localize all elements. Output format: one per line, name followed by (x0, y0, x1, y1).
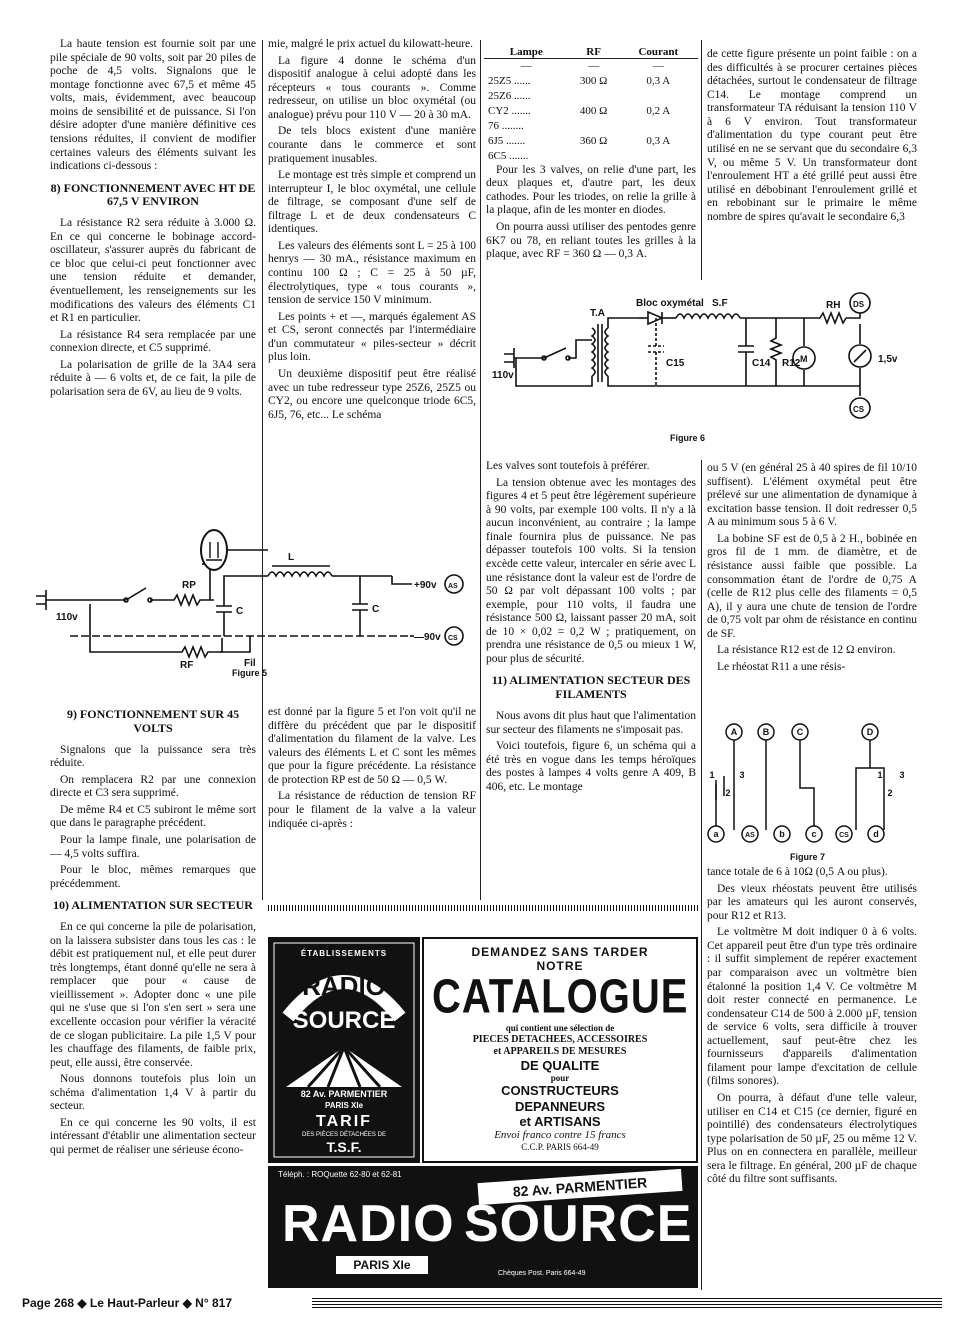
ad-radio: RADIO (302, 971, 386, 1001)
advertisement-catalogue[interactable] (422, 937, 698, 1163)
fig7-label-cs: CS (839, 832, 849, 839)
table-row (486, 74, 696, 89)
ad-line: et APPAREILS DE MESURES (493, 1045, 627, 1057)
fig7-num: 1 (709, 770, 715, 780)
label-sf: S.F (712, 298, 728, 309)
table-dash: — (520, 59, 532, 72)
figure-7-svg (704, 722, 920, 852)
fig7-label-c-upper: C (796, 727, 804, 737)
paragraph: La résistance R4 sera remplacée par une connexion directe, et C5 supprimé. (50, 328, 256, 355)
paragraph: mie, malgré le prix actuel du kilowatt-heure. (268, 38, 474, 50)
label-as: AS (448, 583, 458, 590)
ad-line: NOTRE (536, 959, 584, 974)
ad-line: Envoi franco contre 15 francs (494, 1129, 626, 1142)
ad-source: SOURCE (292, 1007, 396, 1034)
paragraph: La haute tension est fournie soit par une pile spéciale de 90 volts, soit par 20 piles de poche de 4,5 volts. Signalons que le montage fonctionne avec 67,5 et même 45 volts, mais, évidemment, avec beaucoup moins de sensibilité et de puissance. Si l'on désire adopter d'une manière définitive ces tensions réduites, il convient de modifier certaines valeurs des éléments suivant les indications ci-dessous : (50, 38, 256, 173)
paragraph: On pourra, à défaut d'une telle valeur, utiliser en C14 et C15 (ce dernier, figuré en pointillé) des condensateurs électrolytiques type polarisation de 50 µF, 25 ou même 12 V. Plus on en connectera en parallèle, meilleur sera le filtrage. En général, 200 µF de chaque côté du filtre sont suffisants. (707, 1092, 917, 1186)
label-minus-90v: —90v (414, 632, 441, 643)
ad-banner-tel: Téléph. : ROQuette 62-80 et 62-81 (278, 1170, 402, 1179)
table-cell: 6J5 ....... (488, 134, 526, 147)
column-rule (262, 40, 263, 900)
paragraph: Le voltmètre M doit indiquer 0 à 6 volts. Cet appareil peut être d'un type très ordinaire : il suffit simplement de repérer exactement par comparaison avec un voltmètre bien étalonné la position 1,4 V. Ce voltmètre M doit rester connecté en permanence. Le condensateur C14 de 500 à 2.000 µF, tension de service 6 volts, sera difficile à trouver actuellement, sauf peut-être chez les fournisseurs d'appareils d'alimentation filament pour lampe d'excitation de cellule (films sonores). (707, 926, 917, 1088)
ad-banner-fine: Chèques Post. Paris 664-49 (498, 1270, 586, 1277)
ad-line: DEPANNEURS (514, 1098, 606, 1114)
label-l: L (288, 552, 295, 563)
label-110v: 110v (56, 612, 78, 623)
table-cell: CY2 ....... (488, 104, 531, 117)
label-fil: Fil (244, 658, 256, 669)
paragraph: La bobine SF est de 0,5 à 2 H., bobinée en gros fil de 1 mm. de diamètre, et de résistance aussi faible que possible. La consommation étant de l'ordre de 0,75 A (celle de R12 plus celle des filaments = 0,5 A), il y aura une chute de tension de l'ordre de 0,75 volt par ohm de résistance en continu de SF. (707, 532, 917, 640)
paragraph: La résistance R12 est de 12 Ω environ. (717, 644, 896, 657)
paragraph: Pour les 3 valves, on relie d'une part, les deux plaques et, d'autre part, les deux cathodes. Pour les triodes, on relie la grille à la plaque, afin de les monter en diodes. (486, 163, 696, 217)
ad-line: et ARTISANS (519, 1114, 601, 1130)
paragraph: Le montage est très simple et comprend un interrupteur I, le bloc oxymétal, une cellule de filtrage, se composant d'une self de filtrage L et de deux condensateurs C identiques. (268, 169, 476, 236)
label-rh: RH (826, 300, 841, 311)
table-cell: 300 Ω (579, 74, 608, 87)
column-rule (701, 460, 702, 1290)
table-cell (621, 89, 696, 104)
figure-7-switch (704, 722, 920, 852)
ad-tsf: T.S.F. (326, 1139, 362, 1155)
label-ds: DS (853, 300, 865, 309)
table-cell (567, 149, 621, 164)
paragraph: On pourra aussi utiliser des pentodes genre 6K7 ou 78, en reliant toutes les grilles à la plaque, avec RF = 360 Ω — 0,3 A. (486, 221, 696, 261)
section-heading-8: 8) FONCTIONNEMENT AVEC HT DE 67,5 V ENVIRON (50, 180, 256, 209)
ad-line: qui contient une sélection de (505, 1023, 615, 1034)
ad-catalogue-title: CATALOGUE (432, 970, 689, 1024)
table-cell: 6C5 ....... (488, 149, 529, 162)
ad-line: CONSTRUCTEURS (501, 1083, 619, 1099)
table-dash: — (588, 59, 600, 72)
fig7-num: 1 (877, 770, 883, 780)
paragraph: Les valeurs des éléments sont L = 25 à 100 henrys — 30 mA., résistance maximum en continu 100 Ω ; C = 25 à 50 µF, électrolytiques, type « tous courants », tension de service 150 V minimum. (268, 239, 476, 307)
ad-line: pour (550, 1072, 570, 1083)
table-row (486, 119, 696, 134)
footer-rule (312, 1298, 942, 1308)
label-cs: CS (448, 635, 458, 642)
ad-line: DE QUALITE (520, 1057, 600, 1073)
table-row (486, 89, 696, 104)
label-1-5v: 1,5v (878, 354, 898, 365)
ad-city: PARIS XIe (324, 1101, 364, 1110)
table-cell (621, 119, 696, 134)
fig7-num: 3 (739, 770, 745, 780)
paragraph: Voici toutefois, figure 6, un schéma qui a été très en vogue dans les temps héroïques des postes à lampes 4 volts genre A 409, B 406, etc. Le montage (486, 740, 696, 793)
paragraph: Nous donnons toutefois plus loin un schéma d'alimentation 1,4 V à partir du secteur. (50, 1073, 256, 1113)
fig7-num: 2 (725, 788, 731, 798)
label-rf: RF (180, 660, 194, 671)
fig7-label-d: d (873, 829, 879, 839)
column-4-top (707, 48, 917, 282)
footer-text: Page 268 ◆ Le Haut-Parleur ◆ N° 817 (22, 1296, 233, 1310)
table-cell: 25Z6 ...... (488, 89, 531, 102)
column-4-bottom (707, 866, 917, 1290)
column-4-middle (707, 462, 917, 724)
page-footer (22, 1296, 942, 1312)
paragraph: Le rhéostat R11 a une résis- (717, 660, 846, 673)
table-cell: 0,2 A (646, 104, 671, 117)
lamp-table (486, 46, 696, 164)
table-cell: 0,3 A (646, 134, 671, 147)
advertisement-tarif[interactable] (268, 937, 420, 1163)
figure-6-caption: Figure 6 (670, 433, 706, 443)
paragraph: La résistance de réduction de tension RF pour le filament de la valve a la valeur indiquée ci-après : (268, 790, 476, 830)
dotted-separator (268, 905, 698, 911)
label-r12: R12 (782, 358, 801, 369)
paragraph: Les points + et —, marqués également AS et CS, seront connectés par l'intermédiaire d'un commutateur « piles-secteur » décrit plus loin. (268, 310, 476, 364)
label-c1: C (236, 606, 244, 617)
figure-7-caption: Figure 7 (790, 852, 826, 862)
section-heading-9: 9) FONCTIONNEMENT SUR 45 VOLTS (66, 707, 240, 735)
paragraph: Pour le bloc, mêmes remarques que précédemment. (50, 864, 256, 890)
paragraph: de cette figure présente un point faible : on a des difficultés à se procurer certaines pièces détachées, surtout le condensateur de filtrage C14. Le montage comprend un transformateur TA réduisant la tension 110 V à 6 V environ. Tout transformateur d'alimentation du type courant peut être utilisé en ne se servant que du secondaire 6,3 V, ou même 5 V. Un transformateur dont l'enroulement HT a été grillé peut aussi être utilisé en débobinant l'enroulement grillé et en rebobinant sur le primaire le même nombre de spires qu'avait le secondaire 6,3 (707, 48, 917, 223)
column-2-top (268, 38, 476, 510)
paragraph: Des vieux rhéostats peuvent être utilisés par les amateurs qui les auront conservés, pour R12 et R13. (707, 882, 917, 922)
ad-line: C.C.P. PARIS 664-49 (521, 1142, 599, 1153)
ad-line: PIECES DETACHEES, ACCESSOIRES (472, 1033, 648, 1045)
fig7-num: 2 (887, 788, 893, 798)
ad-banner-address: 82 Av. PARMENTIER (477, 1169, 682, 1205)
table-row (486, 104, 696, 119)
table-dash: — (652, 59, 664, 72)
table-cell (621, 149, 696, 164)
table-row (486, 134, 696, 149)
figure-6-svg (486, 288, 916, 438)
advertisement-radio-source[interactable] (268, 1166, 698, 1288)
table-header-rf: RF (586, 46, 601, 58)
column-3-top (486, 46, 696, 282)
fig7-label-b-upper: B (762, 727, 770, 737)
paragraph: La figure 4 donne le schéma d'un dispositif analogue à celui adopté dans les récepteurs « tous courants ». Comme redresseur, on utilise un bloc oxymétal (ou analogue) prévu pour 110 V — 20 à 30 mA. (268, 54, 476, 121)
paragraph: En ce qui concerne les 90 volts, il est intéressant d'établir une alimentation secteur qui permet de réaliser une sérieuse écono- (50, 1116, 256, 1157)
paragraph: est donné par la figure 5 et l'on voit qu'il ne diffère du précédent que par le dispositif d'alimentation du filament de la valve. Les valeurs des éléments L et C sont les mêmes que pour la figure précédente. La résistance de protection RP est de 50 Ω — 0,5 W. (268, 706, 476, 786)
column-2-lower (268, 706, 476, 902)
paragraph: De tels blocs existent d'une manière courante dans le commerce et sont pratiquement inusables. (268, 125, 476, 165)
paragraph: La résistance R2 sera réduite à 3.000 Ω. En ce qui concerne le bobinage accord-oscillateur, s'assurer auprès du fabricant de ce bloc que celui-ci peut fonctionner avec une tension réduite et demander, éventuellement, les renseignements sur les modifications des valeurs des éléments C1 et R1 en particulier. (50, 217, 256, 325)
paragraph: ou 5 V (en général 25 à 40 spires de fil 10/10 suffisent). L'élément oxymétal peut être prélevé sur une alimentation de dynamique à excitation basse tension. Il doit redresser 0,5 A au minimum sous 5 à 6 V. (707, 462, 917, 529)
label-c2: C (372, 604, 380, 615)
label-cs: CS (853, 405, 865, 414)
fig7-label-a: a (713, 829, 719, 839)
fig7-num: 3 (899, 770, 905, 780)
ad-banner-radio: RADIO (282, 1195, 455, 1253)
section-heading-11: 11) ALIMENTATION SECTEUR DES FILAMENTS (491, 673, 691, 702)
table-cell: 360 Ω (579, 134, 608, 147)
label-bloc: Bloc oxymétal (636, 298, 704, 309)
ad-tarif: TARIF (316, 1113, 372, 1130)
table-header-courant: Courant (638, 46, 679, 58)
label-ta: T.A (590, 308, 605, 319)
ad-etab: ÉTABLISSEMENTS (300, 949, 388, 958)
paragraph: Nous avons dit plus haut que l'alimentation sur secteur des filaments ne s'imposait pas. (486, 710, 696, 736)
table-cell: 400 Ω (579, 104, 608, 117)
paragraph: Les valves sont toutefois à préférer. (486, 460, 650, 472)
column-1-bottom (50, 700, 256, 1292)
table-cell: 76 ........ (488, 119, 524, 132)
table-cell: 25Z5 ...... (488, 74, 531, 87)
column-rule (480, 460, 481, 900)
paragraph: La polarisation de grille de la 3A4 sera réduite à — 6 volts et, de ce fait, la pile de polarisation sera de 6V, au lieu de 9 volts. (50, 358, 256, 398)
column-3-lower (486, 460, 696, 900)
paragraph: Pour la lampe finale, une polarisation de — 4,5 volts suffira. (50, 833, 256, 860)
paragraph: Un deuxième dispositif peut être réalisé avec un tube redresseur type 25Z6, 25Z5 ou CY2, ou encore une quelconque triode 6C5, 6J5, 76, etc... Le schéma (268, 367, 476, 421)
column-rule (480, 40, 481, 460)
ad-tarif-sub: DES PIÈCES DÉTACHÉES DE (302, 1132, 386, 1138)
ad-line: DEMANDEZ SANS TARDER (471, 945, 649, 959)
paragraph: La tension obtenue avec les montages des figures 4 et 5 peut être légèrement supérieure à 90 volts, par exemple 100 volts. Il n'y a là aucun inconvénient, au contraire ; la lampe finale fournira plus de puissance. Ne pas dépasser toutefois 100 volts. Si la tension excède cette valeur, intercaler en série avec L une résistance dont la valeur est de l'ordre de 50 Ω par volt dépassant 100 volts ; par exemple, pour 110 volts, il faudra une résistance 500 Ω, laissant passer 20 mA, soit de 10 × 0,02 = 0,2 W ; pratiquement, on prendra une résistance de 0,5 ou mieux 1 W, pour plus de sécurité. (486, 476, 696, 665)
figure-5-svg (30, 520, 480, 680)
table-cell (567, 119, 621, 134)
label-plus-90v: +90v (414, 580, 437, 591)
paragraph: tance totale de 6 à 10Ω (0,5 A ou plus). (707, 866, 888, 878)
figure-6-schematic (486, 288, 916, 438)
table-cell (567, 89, 621, 104)
fig7-label-as: AS (745, 832, 755, 839)
label-c14: C14 (752, 358, 771, 369)
valve-tube (201, 530, 227, 570)
paragraph: On remplacera R2 par une connexion directe et C3 sera supprimé. (50, 773, 256, 800)
label-110v: 110v (492, 370, 514, 381)
section-heading-10: 10) ALIMENTATION SUR SECTEUR (53, 898, 253, 913)
label-m: M (800, 354, 808, 364)
figure-5-schematic (30, 520, 480, 680)
fig7-label-c: c (811, 829, 817, 839)
table-cell: 0,3 A (646, 74, 671, 87)
label-rp: RP (182, 580, 196, 591)
fig7-label-d-upper: D (866, 727, 874, 737)
label-c15: C15 (666, 358, 685, 369)
fig7-label-a-upper: A (730, 727, 738, 737)
ad-banner-source: SOURCE (464, 1195, 693, 1253)
paragraph: De même R4 et C5 subiront le même sort que dans le paragraphe précédent. (50, 803, 256, 830)
column-1-top (50, 38, 256, 500)
column-rule (701, 40, 702, 280)
fig7-label-b: b (779, 829, 785, 839)
table-row (486, 149, 696, 164)
figure-5-caption: Figure 5 (232, 668, 268, 678)
ad-address: 82 Av. PARMENTIER (300, 1089, 388, 1099)
table-header-lampe: Lampe (509, 46, 543, 58)
ad-banner-city: PARIS XIe (336, 1256, 428, 1274)
paragraph: Signalons que la puissance sera très réduite. (50, 743, 256, 770)
paragraph: En ce qui concerne la pile de polarisation, on la laissera subsister dans tous les cas : le débit est pratiquement nul, et elle peut durer très longtemps, étant donné qu'elle ne sera à remplacer que pour « cause de vieillissement ». Adopter donc « une pile qui ne s'use que si l'on s'en sert » sera une excellente occasion pour vérifier la véracité de ce slogan publicitaire. La pile 1,5 V pour les chauffage des filaments, de faible prix, peut, elle aussi, être conservée. (50, 921, 256, 1069)
